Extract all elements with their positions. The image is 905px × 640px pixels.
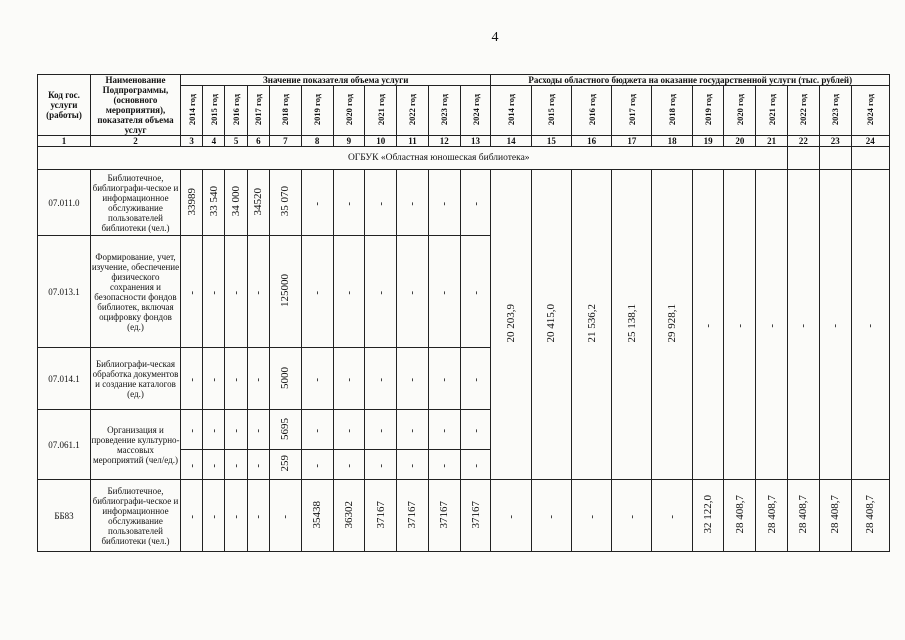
volume-value (203, 410, 225, 450)
volume-value (269, 348, 301, 410)
budget-value-text: 28 408,7 (829, 495, 842, 534)
volume-value-text: 35 070 (279, 186, 292, 217)
volume-value-text: 36302 (342, 500, 355, 529)
volume-value-text: - (230, 377, 243, 382)
volume-value (333, 480, 365, 552)
header-year-text: 2021 год (375, 94, 386, 126)
header-year-text: 2017 год (253, 94, 264, 126)
volume-value-text: - (438, 428, 451, 433)
volume-value (333, 170, 365, 236)
budget-value (612, 480, 652, 552)
volume-value-text: - (185, 377, 198, 382)
volume-value-text: - (252, 514, 265, 519)
service-name: Организация и проведение культурно-массовых мероприятий (чел/ед.) (90, 410, 180, 480)
header-year (788, 86, 820, 136)
header-year (365, 86, 397, 136)
column-number: 6 (247, 136, 269, 147)
column-number: 23 (819, 136, 851, 147)
header-year-text: 2018 год (280, 94, 291, 126)
volume-value-text: - (207, 463, 220, 468)
volume-value (365, 236, 397, 348)
volume-value-text: - (469, 290, 482, 295)
volume-value (203, 348, 225, 410)
volume-value (333, 410, 365, 450)
volume-value-text: 259 (279, 455, 292, 472)
volume-value (301, 410, 333, 450)
org-empty (819, 147, 851, 170)
volume-value (269, 170, 301, 236)
volume-value-text: - (342, 463, 355, 468)
volume-value (269, 410, 301, 450)
header-year-text: 2018 год (667, 94, 678, 126)
volume-value-text: - (406, 290, 419, 295)
budget-value-text: 20 203,9 (505, 304, 518, 343)
header-year-text: 2017 год (626, 94, 637, 126)
budget-value-text: - (625, 514, 638, 519)
service-code: 07.013.1 (38, 236, 91, 348)
volume-value (397, 348, 429, 410)
volume-value-text: - (207, 377, 220, 382)
header-year-text: 2022 год (407, 94, 418, 126)
column-number: 8 (301, 136, 333, 147)
volume-value (203, 236, 225, 348)
volume-value (301, 450, 333, 480)
volume-value-text: - (311, 377, 324, 382)
volume-value (333, 348, 365, 410)
volume-value (301, 236, 333, 348)
volume-value (460, 348, 491, 410)
volume-value (247, 236, 269, 348)
volume-value-text: 35438 (311, 500, 324, 529)
volume-value-text: - (252, 290, 265, 295)
volume-value-text: - (438, 201, 451, 206)
volume-value-text: - (185, 463, 198, 468)
header-year-text: 2023 год (439, 94, 450, 126)
org-empty (38, 147, 91, 170)
header-year (247, 86, 269, 136)
services-table (37, 74, 890, 552)
header-year (724, 86, 756, 136)
header-year-text: 2019 год (703, 94, 714, 126)
column-number: 2 (90, 136, 180, 147)
org-empty (851, 147, 889, 170)
budget-value (819, 170, 851, 480)
volume-value (365, 410, 397, 450)
column-number: 12 (428, 136, 460, 147)
volume-value (428, 480, 460, 552)
service-name: Библиографи-ческая обработка документов и создание каталогов (ед.) (90, 348, 180, 410)
volume-value (301, 170, 333, 236)
budget-value (756, 480, 788, 552)
volume-value-text: - (311, 428, 324, 433)
volume-value-text: - (230, 514, 243, 519)
volume-value-text: - (406, 201, 419, 206)
volume-value (460, 236, 491, 348)
budget-value (724, 480, 756, 552)
volume-value (460, 170, 491, 236)
header-year-text: 2015 год (208, 94, 219, 126)
service-name: Библиотечное, библиографи-ческое и информационное обслуживание пользователей библиотеки (чел.) (90, 480, 180, 552)
column-number: 15 (531, 136, 571, 147)
volume-value-text: - (469, 463, 482, 468)
volume-value-text: - (207, 290, 220, 295)
volume-value-text: 37167 (374, 500, 387, 529)
budget-value-text: - (765, 323, 778, 328)
budget-value (788, 170, 820, 480)
volume-value-text: - (406, 377, 419, 382)
volume-value (333, 450, 365, 480)
column-number: 1 (38, 136, 91, 147)
volume-value-text: - (342, 377, 355, 382)
volume-value (247, 450, 269, 480)
volume-value-text: 5695 (279, 417, 292, 440)
budget-value-text: - (702, 323, 715, 328)
volume-value-text: - (438, 377, 451, 382)
budget-value (724, 170, 756, 480)
header-year-text: 2015 год (546, 94, 557, 126)
header-year (428, 86, 460, 136)
volume-value (225, 410, 247, 450)
volume-value-text: - (185, 290, 198, 295)
column-number: 9 (333, 136, 365, 147)
header-year-text: 2014 год (506, 94, 517, 126)
header-year (652, 86, 692, 136)
volume-value (269, 480, 301, 552)
budget-value-text: - (505, 514, 518, 519)
header-year-text: 2022 год (798, 94, 809, 126)
volume-value (203, 170, 225, 236)
volume-value (225, 480, 247, 552)
volume-value-text: 37167 (438, 500, 451, 529)
volume-value-text: - (252, 428, 265, 433)
volume-value (397, 410, 429, 450)
service-name: Библиотечное, библиографи-ческое и информационное обслуживание пользователей библиотеки (чел.) (90, 170, 180, 236)
column-number: 24 (851, 136, 889, 147)
volume-value-text: 33 540 (207, 186, 220, 217)
budget-value (756, 170, 788, 480)
column-number: 3 (181, 136, 203, 147)
budget-value-text: 28 408,7 (733, 495, 746, 534)
header-year (851, 86, 889, 136)
organization-title: ОГБУК «Областная юношеская библиотека» (90, 147, 787, 170)
header-year (692, 86, 724, 136)
volume-value (203, 450, 225, 480)
volume-value-text: - (374, 377, 387, 382)
volume-value (181, 410, 203, 450)
budget-value (692, 480, 724, 552)
volume-value-text: - (342, 290, 355, 295)
volume-value (460, 410, 491, 450)
volume-value-text: - (230, 290, 243, 295)
volume-value (269, 236, 301, 348)
budget-value (788, 480, 820, 552)
header-year-text: 2019 год (312, 94, 323, 126)
volume-value-text: - (207, 428, 220, 433)
volume-value (428, 348, 460, 410)
volume-value-text: - (311, 201, 324, 206)
budget-value (851, 480, 889, 552)
budget-value-text: 29 928,1 (666, 304, 679, 343)
service-name: Формирование, учет, изучение, обеспечение физического сохранения и безопасности фондов библиотек, включая оцифровку фондов (ед.) (90, 236, 180, 348)
budget-value (612, 170, 652, 480)
volume-value (428, 450, 460, 480)
volume-value (181, 236, 203, 348)
column-number: 17 (612, 136, 652, 147)
volume-value (333, 236, 365, 348)
volume-value-text: 5000 (279, 366, 292, 389)
header-year-text: 2016 год (586, 94, 597, 126)
column-number: 18 (652, 136, 692, 147)
header-year-text: 2023 год (830, 94, 841, 126)
budget-value-text: - (585, 514, 598, 519)
column-number: 7 (269, 136, 301, 147)
header-year-text: 2016 год (231, 94, 242, 126)
budget-value (652, 170, 692, 480)
volume-value-text: 37167 (406, 500, 419, 529)
volume-value-text: 34520 (252, 187, 265, 216)
header-year (269, 86, 301, 136)
column-number: 10 (365, 136, 397, 147)
volume-value (269, 450, 301, 480)
column-number: 13 (460, 136, 491, 147)
header-year (819, 86, 851, 136)
header-year-text: 2020 год (734, 94, 745, 126)
budget-value (652, 480, 692, 552)
volume-value (225, 236, 247, 348)
budget-value-text: 28 408,7 (797, 495, 810, 534)
volume-value-text: - (230, 428, 243, 433)
budget-value-text: - (797, 323, 810, 328)
volume-value-text: - (185, 514, 198, 519)
volume-value (397, 480, 429, 552)
column-number: 21 (756, 136, 788, 147)
volume-value (203, 480, 225, 552)
volume-value (365, 170, 397, 236)
budget-value-text: 20 415,0 (545, 304, 558, 343)
budget-value (531, 170, 571, 480)
budget-value-text: - (733, 323, 746, 328)
volume-value (181, 450, 203, 480)
budget-value (491, 480, 531, 552)
volume-value-text: - (374, 428, 387, 433)
header-year-text: 2014 год (186, 94, 197, 126)
volume-value-text: - (185, 428, 198, 433)
budget-value (531, 480, 571, 552)
volume-value-text: - (311, 290, 324, 295)
service-code: 07.011.0 (38, 170, 91, 236)
column-number: 4 (203, 136, 225, 147)
budget-value (491, 170, 531, 480)
volume-value (247, 410, 269, 450)
budget-value-text: - (666, 514, 679, 519)
volume-value-text: - (406, 428, 419, 433)
volume-value (365, 348, 397, 410)
budget-value-text: - (864, 323, 877, 328)
volume-value-text: - (342, 201, 355, 206)
page-number: 4 (491, 30, 499, 45)
budget-value-text: 32 122,0 (702, 495, 715, 534)
header-volume-group: Значение показателя объема услуги (181, 75, 491, 86)
header-year-text: 2020 год (343, 94, 354, 126)
header-year (571, 86, 611, 136)
header-year-text: 2024 год (470, 94, 481, 126)
column-number: 14 (491, 136, 531, 147)
volume-value (247, 170, 269, 236)
volume-value (181, 480, 203, 552)
volume-value (428, 410, 460, 450)
volume-value-text: - (311, 463, 324, 468)
volume-value-text: - (252, 377, 265, 382)
volume-value (428, 236, 460, 348)
budget-value (692, 170, 724, 480)
header-year (397, 86, 429, 136)
volume-value (428, 170, 460, 236)
volume-value-text: - (406, 463, 419, 468)
header-year (333, 86, 365, 136)
volume-value (397, 236, 429, 348)
volume-value (365, 480, 397, 552)
header-year (181, 86, 203, 136)
volume-value (181, 170, 203, 236)
volume-value (247, 480, 269, 552)
budget-value (819, 480, 851, 552)
volume-value-text: - (438, 463, 451, 468)
service-code: ББ83 (38, 480, 91, 552)
header-budget-group: Расходы областного бюджета на оказание государственной услуги (тыс. рублей) (491, 75, 890, 86)
volume-value-text: - (469, 377, 482, 382)
service-code: 07.014.1 (38, 348, 91, 410)
volume-value-text: 125000 (279, 274, 292, 307)
volume-value (460, 450, 491, 480)
header-year (203, 86, 225, 136)
volume-value (397, 170, 429, 236)
volume-value-text: - (279, 514, 292, 519)
header-year-text: 2021 год (766, 94, 777, 126)
volume-value (225, 348, 247, 410)
volume-value-text: 37167 (469, 500, 482, 529)
column-number: 5 (225, 136, 247, 147)
budget-value-text: 21 536,2 (585, 304, 598, 343)
budget-value (571, 170, 611, 480)
volume-value-text: - (207, 514, 220, 519)
budget-value-text: 25 138,1 (625, 304, 638, 343)
volume-value (301, 348, 333, 410)
volume-value (460, 480, 491, 552)
volume-value-text: - (342, 428, 355, 433)
header-year (756, 86, 788, 136)
volume-value-text: 33989 (185, 187, 198, 216)
header-year (460, 86, 491, 136)
header-year (301, 86, 333, 136)
budget-value-text: - (545, 514, 558, 519)
column-number: 20 (724, 136, 756, 147)
header-year (225, 86, 247, 136)
volume-value-text: - (469, 201, 482, 206)
budget-value-text: - (829, 323, 842, 328)
volume-value (301, 480, 333, 552)
volume-value (225, 450, 247, 480)
volume-value-text: - (252, 463, 265, 468)
volume-value-text: - (438, 290, 451, 295)
volume-value (247, 348, 269, 410)
volume-value (225, 170, 247, 236)
header-year (612, 86, 652, 136)
volume-value (181, 348, 203, 410)
header-code: Код гос. услуги (работы) (38, 75, 91, 136)
budget-value (571, 480, 611, 552)
volume-value (365, 450, 397, 480)
budget-value-text: 28 408,7 (864, 495, 877, 534)
service-code: 07.061.1 (38, 410, 91, 480)
budget-value-text: 28 408,7 (765, 495, 778, 534)
volume-value-text: - (374, 201, 387, 206)
header-year (531, 86, 571, 136)
header-year (491, 86, 531, 136)
column-number: 16 (571, 136, 611, 147)
volume-value-text: - (230, 463, 243, 468)
header-name: Наименование Подпрограммы, (основного мероприятия), показателя объема услуг (90, 75, 180, 136)
volume-value-text: - (469, 428, 482, 433)
header-year-text: 2024 год (865, 94, 876, 126)
column-number: 11 (397, 136, 429, 147)
volume-value (397, 450, 429, 480)
column-number: 22 (788, 136, 820, 147)
column-number: 19 (692, 136, 724, 147)
budget-value (851, 170, 889, 480)
volume-value-text: 34 000 (230, 186, 243, 217)
volume-value-text: - (374, 290, 387, 295)
org-empty (788, 147, 820, 170)
volume-value-text: - (374, 463, 387, 468)
